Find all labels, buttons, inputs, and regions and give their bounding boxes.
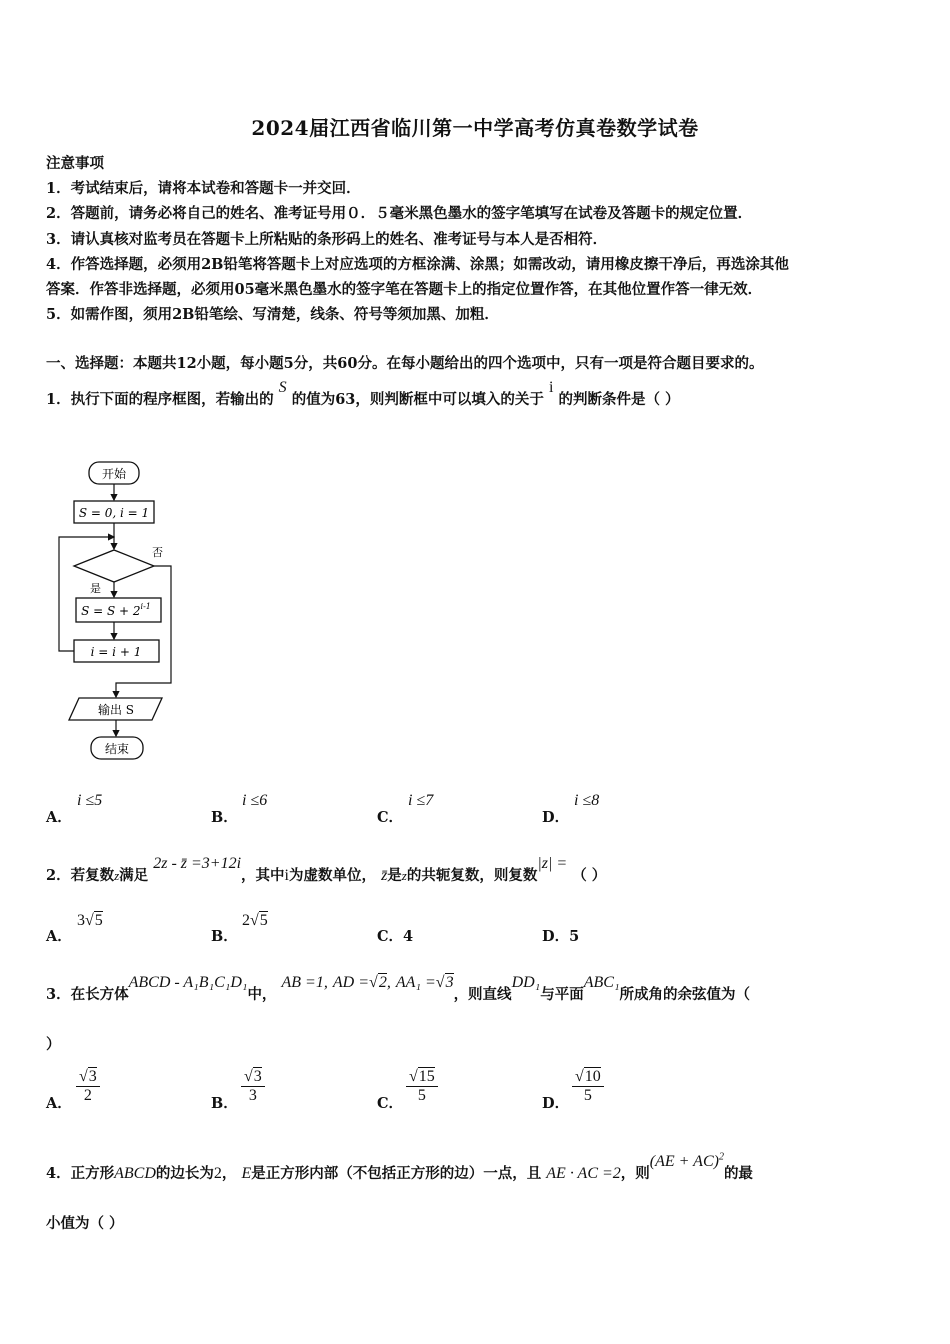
notice-item-5: 5．如需作图，须用2B铅笔绘、写清楚，线条、符号等须加黑、加粗． [46,306,499,323]
q3-b-den: 3 [248,1087,257,1104]
notice-item-4-cont: 答案．作答非选择题，必须用05毫米黑色墨水的签字笔在答题卡上的指定位置作答，在其他位置作答一律无效． [46,281,763,298]
notice-item-1: 1．考试结束后，请将本试卷和答题卡一并交回． [46,180,361,197]
notice-item-4: 4．作答选择题，必须用2B铅笔将答题卡上对应选项的方框涂满、涂黑；如需改动，请用橡皮擦干净后，再选涂其他 [46,256,789,273]
q2-text-4: 为虚数单位， [289,867,376,884]
q4-length: 2 [213,1165,222,1182]
question-1 [46,379,680,409]
flow-decision [74,550,154,582]
flow-end-label: 结束 [104,742,130,756]
q2-option-a-label: A． [46,928,72,945]
q3-d-den: 5 [583,1087,592,1104]
q2-abs: |z| = [537,855,568,872]
q3-text-6: ） [46,1036,61,1053]
q3-cond-ad: AD =√2, [332,974,391,991]
q3-option-d-label: D． [542,1095,570,1112]
flow-start-label: 开始 [101,467,127,481]
q2-d-label: D． [542,928,570,945]
flow-update-s-label [81,602,151,618]
q3-b-num: 3 [253,1068,262,1085]
q1-option-d-label: D． [542,809,570,826]
q3-plane: ABC₁ [583,974,620,991]
q2-option-c [377,925,413,946]
q3-c-den: 5 [417,1087,426,1104]
q1-var-i: i [548,379,554,396]
q3-a-den: 2 [83,1087,92,1104]
flow-update-i-label: i = i + 1 [90,645,142,659]
q4-square: ABCD [114,1165,156,1182]
q2-b-coef: 2 [242,912,250,929]
q4-expression [650,1153,724,1170]
q2-text-3: ，其中 [241,867,285,884]
q4-text-1: 4．正方形 [46,1165,115,1182]
q3-option-a-label: A． [46,1095,72,1112]
q4-point: E [241,1165,252,1182]
notice-item-2: 2．答题前，请务必将自己的姓名、准考证号用０．５毫米黑色墨水的签字笔填写在试卷及答题卡的规定位置． [46,205,753,222]
q1-option-c-value: i ≤7 [408,792,434,809]
section-heading: 一、选择题：本题共12小题，每小题5分，共60分。在每小题给出的四个选项中，只有一项是符合题目要求的。 [46,355,764,372]
q4-text-7: 小值为（ ） [46,1215,124,1232]
question-3 [46,974,751,1004]
q3-option-c-label: C． [377,1095,404,1112]
q4-text-3: ， [221,1165,237,1182]
flowchart [54,455,184,765]
q1-option-b-label: B． [211,809,238,826]
page-title: 2024届江西省临川第一中学高考仿真卷数学试卷 [251,116,699,140]
q3-cond-aa1-lhs: AA₁ = [395,974,436,991]
q2-option-b-value: 2√5 [242,912,268,929]
q2-a-coef: 3 [77,912,85,929]
q3-option-d-value: $\frac{√10}{5}$ [572,1068,604,1105]
flow-no-label: 否 [152,546,163,559]
q3-text-5: 所成角的余弦值为（ [619,986,751,1003]
q3-option-c-value: $\frac{√15}{5}$ [406,1068,438,1105]
q2-option-b-label: B． [211,928,238,945]
q3-text-3: ，则直线 [453,986,512,1003]
q2-text-6: 的共轭复数，则复数 [406,867,538,884]
q4-expr-main: (AE + AC) [649,1153,719,1170]
flow-output-label: 输出 S [97,703,135,717]
q3-box: ABCD - A₁B₁C₁D₁ [128,974,248,991]
q2-text-1: 2．若复数 [46,867,115,884]
q2-a-rad: 5 [94,912,103,929]
q1-option-c-label: C． [377,809,404,826]
q3-cond-aa1-rad: 3 [445,974,454,991]
flow-update-s-exp: i-1 [140,602,151,611]
q4-condition: AE · AC =2 [546,1165,621,1182]
notice-heading: 注意事项 [46,155,104,172]
notice-item-3: 3．请认真核对监考员在答题卡上所粘贴的条形码上的姓名、准考证号与本人是否相符． [46,231,608,248]
q2-c-value: 4 [403,928,414,945]
q2-var-z: z [114,868,120,883]
q2-d-value: 5 [569,928,580,945]
q1-var-s: S [278,379,287,396]
q2-imag-unit: i [284,867,289,884]
q1-option-d-value: i ≤8 [574,792,600,809]
q2-option-d [542,925,579,946]
q2-option-a-value: 3√5 [77,912,103,929]
q3-option-b-value: $\frac{√3}{3}$ [241,1068,265,1105]
question-2 [46,855,607,885]
q4-text-2: 的边长为 [155,1165,214,1182]
q3-c-num: 15 [418,1068,435,1085]
q2-text-7: （ ） [572,867,607,884]
q3-d-num: 10 [584,1068,601,1085]
q1-option-b-value: i ≤6 [242,792,268,809]
q3-text-1: 3．在长方体 [46,986,129,1003]
q3-text-4: 与平面 [540,986,584,1003]
q1-option-a-value: i ≤5 [77,792,103,809]
q3-option-b-label: B． [211,1095,238,1112]
q2-var-z2: z [401,868,407,883]
flow-update-s-main: S = S + 2 [81,604,141,618]
q3-a-num: 3 [88,1068,97,1085]
q3-text-2: 中， [247,986,277,1003]
q3-cond-ad-lhs: AD = [332,974,370,991]
q3-cond-aa1: AA₁ =√3 [395,974,454,991]
q4-expr-exp: 2 [718,1151,724,1163]
q1-option-a-label: A． [46,809,72,826]
q4-text-4: 是正方形内部（不包括正方形的边）一点，且 [251,1165,542,1182]
q2-c-label: C． [377,928,404,945]
q2-equation: 2z - z̄ =3+12i [153,855,242,872]
q2-b-rad: 5 [259,912,268,929]
q3-option-a-value: $\frac{√3}{2}$ [76,1068,100,1105]
flow-yes-label: 是 [90,582,101,595]
q4-text-5: ，则 [620,1165,650,1182]
flow-init-label: S = 0, i = 1 [78,506,150,520]
q1-text-1: 1．执行下面的程序框图，若输出的 [46,391,274,408]
q3-cond-ad-rad: 2 [378,974,387,991]
q1-text-3: 的判断条件是（ ） [558,391,680,408]
q3-line: DD₁ [511,974,541,991]
q4-text-6: 的最 [723,1165,753,1182]
q3-cond-ab: AB =1, [281,974,328,991]
q2-text-5: 是 [387,867,402,884]
question-4 [46,1151,753,1183]
q2-zbar: z̄ [381,867,388,884]
q2-text-2: 满足 [119,867,149,884]
q1-text-2: 的值为63，则判断框中可以填入的关于 [291,391,544,408]
